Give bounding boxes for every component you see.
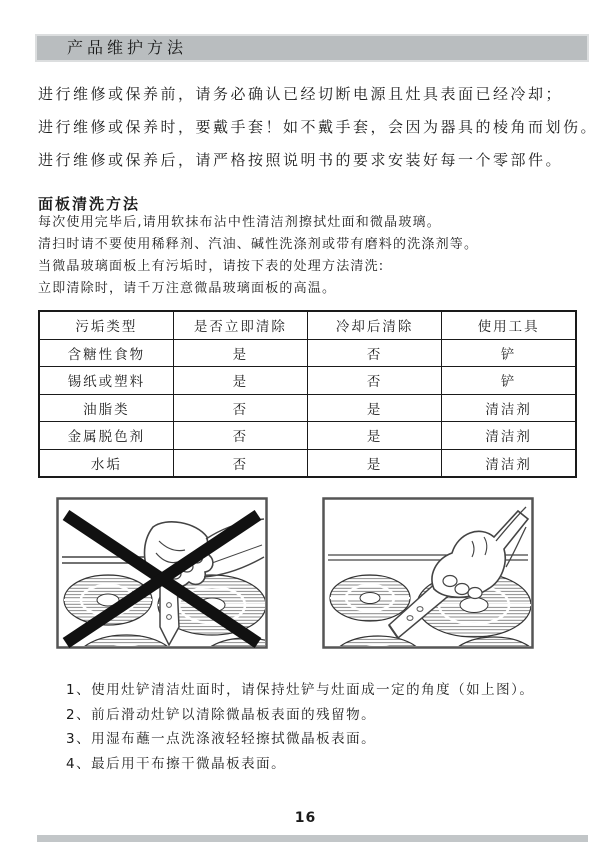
cell: 否 bbox=[308, 367, 442, 395]
step-item: 4、最后用干布擦干微晶板表面。 bbox=[66, 755, 287, 772]
panel-cleaning-text bbox=[38, 212, 598, 300]
table-row bbox=[39, 339, 576, 367]
footer-bar bbox=[37, 835, 588, 842]
step-item: 1、使用灶铲清洁灶面时，请保持灶铲与灶面成一定的角度（如上图）。 bbox=[66, 682, 535, 698]
page-title: 产品维护方法 bbox=[67, 38, 188, 57]
col-header-dirt-type: 污垢类型 bbox=[39, 311, 173, 339]
panel-cleaning-title: 面板清洗方法 bbox=[38, 195, 141, 213]
cell: 是 bbox=[173, 339, 307, 367]
cell: 是 bbox=[308, 449, 442, 477]
cell: 否 bbox=[173, 422, 307, 450]
table-row bbox=[39, 367, 576, 395]
dirt-cleaning-table bbox=[38, 310, 577, 478]
cell: 是 bbox=[308, 422, 442, 450]
page-number: 16 bbox=[294, 810, 317, 826]
table-header-row bbox=[39, 311, 576, 339]
intro-line: 进行维修或保养时，要戴手套！如不戴手套，会因为器具的棱角而划伤。 bbox=[38, 118, 599, 136]
cleaning-line: 当微晶玻璃面板上有污垢时，请按下表的处理方法清洗: bbox=[38, 259, 385, 274]
cell: 清洁剂 bbox=[442, 394, 576, 422]
cell: 否 bbox=[173, 449, 307, 477]
intro-line: 进行维修或保养后，请严格按照说明书的要求安装好每一个零部件。 bbox=[38, 151, 564, 169]
cell: 水垢 bbox=[39, 449, 173, 477]
cell: 油脂类 bbox=[39, 394, 173, 422]
table-row bbox=[39, 449, 576, 477]
figure-correct-scraping bbox=[322, 497, 534, 649]
cell: 否 bbox=[173, 394, 307, 422]
col-header-immediate: 是否立即清除 bbox=[173, 311, 307, 339]
section-header-bar bbox=[37, 36, 587, 60]
cell: 清洁剂 bbox=[442, 422, 576, 450]
cell: 锡纸或塑料 bbox=[39, 367, 173, 395]
maintenance-intro bbox=[38, 78, 598, 177]
col-header-tool: 使用工具 bbox=[442, 311, 576, 339]
figure-incorrect-scraping bbox=[56, 497, 268, 649]
scraper-usage-steps bbox=[66, 678, 596, 776]
cell: 清洁剂 bbox=[442, 449, 576, 477]
cell: 金属脱色剂 bbox=[39, 422, 173, 450]
cell: 是 bbox=[173, 367, 307, 395]
table-row bbox=[39, 422, 576, 450]
cleaning-line: 清扫时请不要使用稀释剂、汽油、碱性洗涤剂或带有磨料的洗涤剂等。 bbox=[38, 237, 479, 252]
step-item: 3、用湿布蘸一点洗涤液轻轻擦拭微晶板表面。 bbox=[66, 731, 377, 747]
intro-line: 进行维修或保养前，请务必确认已经切断电源且灶具表面已经冷却； bbox=[38, 85, 564, 103]
cleaning-line: 每次使用完毕后,请用软抹布沾中性清洁剂擦拭灶面和微晶玻璃。 bbox=[38, 215, 441, 230]
cell: 铲 bbox=[442, 339, 576, 367]
cell: 含糖性食物 bbox=[39, 339, 173, 367]
step-item: 2、前后滑动灶铲以清除微晶板表面的残留物。 bbox=[66, 706, 377, 723]
correct-scraping-illustration bbox=[322, 497, 534, 649]
burner bbox=[330, 575, 410, 621]
table-row bbox=[39, 394, 576, 422]
cell: 铲 bbox=[442, 367, 576, 395]
col-header-after-cooling: 冷却后清除 bbox=[308, 311, 442, 339]
cell: 是 bbox=[308, 394, 442, 422]
cleaning-line: 立即清除时，请千万注意微晶玻璃面板的高温。 bbox=[38, 281, 337, 296]
cell: 否 bbox=[308, 339, 442, 367]
incorrect-scraping-illustration bbox=[56, 497, 268, 649]
